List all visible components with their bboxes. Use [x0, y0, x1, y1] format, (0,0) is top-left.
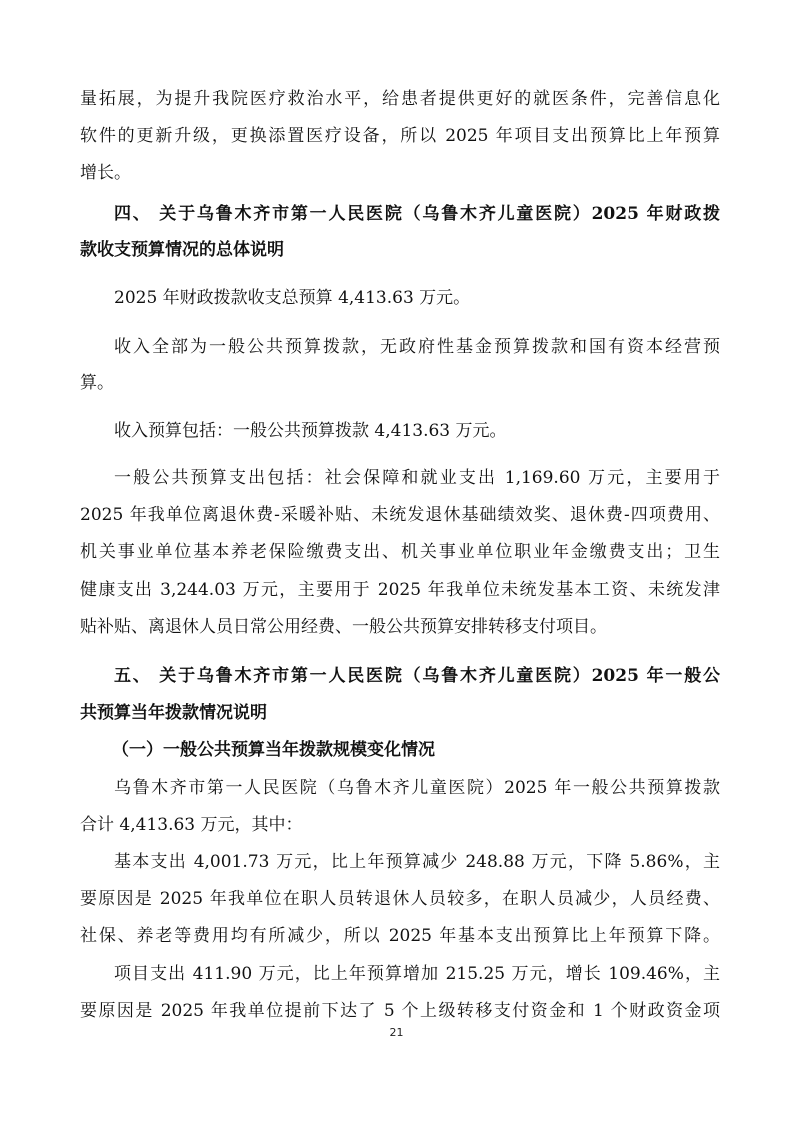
paragraph-line: 合计 4,413.63 万元，其中：	[80, 815, 303, 835]
paragraph-line: 贴补贴、离退休人员日常公用经费、一般公共预算安排转移支付项目。	[80, 617, 607, 637]
paragraph-line: 收入预算包括：一般公共预算拨款 4,413.63 万元。	[114, 421, 507, 441]
paragraph-line: 项目支出 411.90 万元，比上年预算增加 215.25 万元，增长 109.46%，主	[114, 964, 720, 984]
paragraph-line: 算。	[80, 373, 114, 393]
paragraph-line: 乌鲁木齐市第一人民医院（乌鲁木齐儿童医院）2025 年一般公共预算拨款	[114, 778, 720, 798]
section-heading-4-cont: 款收支预算情况的总体说明	[80, 240, 284, 260]
section-heading-5: 五、 关于乌鲁木齐市第一人民医院（乌鲁木齐儿童医院）2025 年一般公	[114, 666, 720, 686]
paragraph-line: 要原因是 2025 年我单位提前下达了 5 个上级转移支付资金和 1 个财政资金项	[80, 1001, 720, 1021]
paragraph-line: 增长。	[80, 163, 131, 183]
paragraph-line: 要原因是 2025 年我单位在职人员转退休人员较多，在职人员减少，人员经费、	[80, 889, 720, 909]
paragraph-line: 社保、养老等费用均有所减少，所以 2025 年基本支出预算比上年预算下降。	[80, 926, 720, 946]
subsection-heading: （一）一般公共预算当年拨款规模变化情况	[112, 740, 435, 760]
paragraph-line: 机关事业单位基本养老保险缴费支出、机关事业单位职业年金缴费支出；卫生	[80, 542, 720, 562]
paragraph-line: 健康支出 3,244.03 万元，主要用于 2025 年我单位未统发基本工资、未统发津	[80, 580, 720, 600]
section-heading-5-cont: 共预算当年拨款情况说明	[80, 703, 267, 723]
paragraph-line: 收入全部为一般公共预算拨款，无政府性基金预算拨款和国有资本经营预	[114, 337, 720, 357]
paragraph-line: 量拓展，为提升我院医疗救治水平，给患者提供更好的就医条件，完善信息化	[80, 89, 720, 109]
paragraph-line: 基本支出 4,001.73 万元，比上年预算减少 248.88 万元，下降 5.86%，主	[114, 852, 720, 872]
paragraph-line: 一般公共预算支出包括：社会保障和就业支出 1,169.60 万元，主要用于	[114, 468, 720, 488]
paragraph-line: 2025 年我单位离退休费-采暖补贴、未统发退休基础绩效奖、退休费-四项费用、	[80, 505, 720, 525]
paragraph-line: 2025 年财政拨款收支总预算 4,413.63 万元。	[114, 288, 471, 308]
page-number: 21	[389, 1026, 404, 1039]
paragraph-line: 软件的更新升级，更换添置医疗设备，所以 2025 年项目支出预算比上年预算	[80, 126, 720, 146]
section-heading-4: 四、 关于乌鲁木齐市第一人民医院（乌鲁木齐儿童医院）2025 年财政拨	[114, 204, 720, 224]
